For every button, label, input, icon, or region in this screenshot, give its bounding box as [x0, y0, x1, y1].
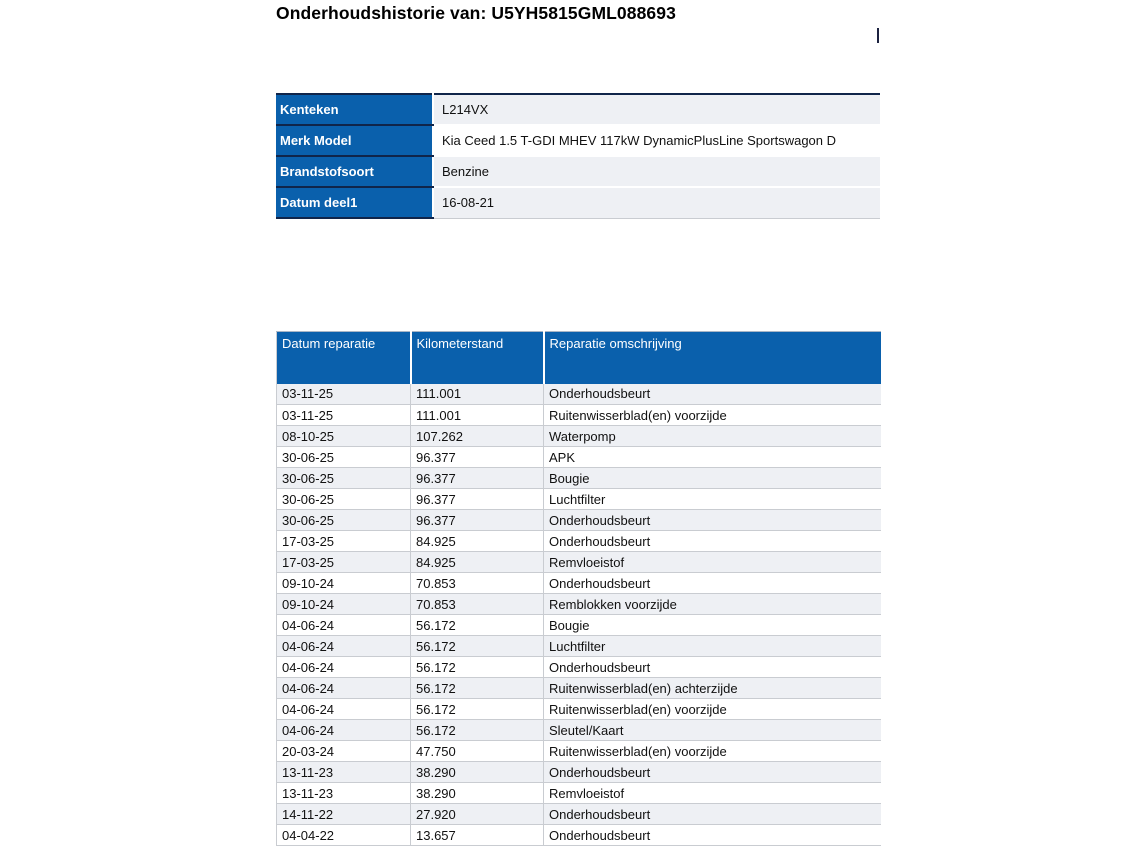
cell-reparatie-omschrijving: Onderhoudsbeurt [544, 573, 881, 594]
table-row [277, 804, 881, 825]
cell-reparatie-omschrijving: Onderhoudsbeurt [544, 804, 881, 825]
cell-datum-reparatie: 30-06-25 [277, 447, 411, 468]
table-row [277, 594, 881, 615]
cell-reparatie-omschrijving: Remvloeistof [544, 552, 881, 573]
info-value: L214VX [433, 94, 880, 125]
cell-kilometerstand: 96.377 [411, 510, 544, 531]
info-row [276, 94, 880, 125]
info-row [276, 187, 880, 218]
cell-kilometerstand: 111.001 [411, 384, 544, 405]
cell-kilometerstand: 56.172 [411, 720, 544, 741]
cell-reparatie-omschrijving: Ruitenwisserblad(en) voorzijde [544, 741, 881, 762]
cell-kilometerstand: 96.377 [411, 489, 544, 510]
cell-reparatie-omschrijving: Remvloeistof [544, 783, 881, 804]
cell-kilometerstand: 38.290 [411, 783, 544, 804]
info-label: Merk Model [276, 125, 433, 156]
cell-datum-reparatie: 04-06-24 [277, 699, 411, 720]
table-row [277, 405, 881, 426]
table-row [277, 825, 881, 846]
cell-kilometerstand: 13.657 [411, 825, 544, 846]
table-row [277, 468, 881, 489]
cell-datum-reparatie: 30-06-25 [277, 468, 411, 489]
vehicle-info-body [276, 94, 880, 218]
info-value: Kia Ceed 1.5 T-GDI MHEV 117kW DynamicPlusLine Sportswagon D [433, 125, 880, 156]
cell-kilometerstand: 70.853 [411, 594, 544, 615]
cell-datum-reparatie: 09-10-24 [277, 573, 411, 594]
clipped-text-fragment [877, 28, 879, 43]
cell-reparatie-omschrijving: Waterpomp [544, 426, 881, 447]
cell-datum-reparatie: 13-11-23 [277, 783, 411, 804]
info-label: Kenteken [276, 94, 433, 125]
cell-kilometerstand: 56.172 [411, 699, 544, 720]
vehicle-info-table [276, 93, 880, 219]
table-row [277, 615, 881, 636]
cell-kilometerstand: 38.290 [411, 762, 544, 783]
table-row [277, 762, 881, 783]
cell-reparatie-omschrijving: Luchtfilter [544, 489, 881, 510]
column-header-kilometerstand: Kilometerstand [411, 332, 544, 384]
table-row [277, 489, 881, 510]
cell-datum-reparatie: 09-10-24 [277, 594, 411, 615]
cell-kilometerstand: 56.172 [411, 615, 544, 636]
column-header-reparatie-omschrijving: Reparatie omschrijving [544, 332, 881, 384]
cell-datum-reparatie: 17-03-25 [277, 531, 411, 552]
cell-reparatie-omschrijving: Onderhoudsbeurt [544, 510, 881, 531]
history-body [277, 384, 881, 846]
table-row [277, 741, 881, 762]
cell-datum-reparatie: 08-10-25 [277, 426, 411, 447]
cell-datum-reparatie: 13-11-23 [277, 762, 411, 783]
cell-kilometerstand: 47.750 [411, 741, 544, 762]
cell-kilometerstand: 56.172 [411, 636, 544, 657]
cell-reparatie-omschrijving: Onderhoudsbeurt [544, 762, 881, 783]
cell-datum-reparatie: 17-03-25 [277, 552, 411, 573]
table-row [277, 384, 881, 405]
info-value: 16-08-21 [433, 187, 880, 218]
info-label: Brandstofsoort [276, 156, 433, 187]
table-row [277, 531, 881, 552]
table-row [277, 573, 881, 594]
table-row [277, 636, 881, 657]
cell-kilometerstand: 56.172 [411, 657, 544, 678]
info-row [276, 125, 880, 156]
cell-reparatie-omschrijving: Sleutel/Kaart [544, 720, 881, 741]
cell-reparatie-omschrijving: Onderhoudsbeurt [544, 531, 881, 552]
cell-kilometerstand: 56.172 [411, 678, 544, 699]
table-row [277, 783, 881, 804]
cell-kilometerstand: 27.920 [411, 804, 544, 825]
cell-kilometerstand: 70.853 [411, 573, 544, 594]
cell-kilometerstand: 107.262 [411, 426, 544, 447]
cell-reparatie-omschrijving: Onderhoudsbeurt [544, 384, 881, 405]
cell-reparatie-omschrijving: Ruitenwisserblad(en) voorzijde [544, 699, 881, 720]
cell-datum-reparatie: 04-06-24 [277, 720, 411, 741]
cell-datum-reparatie: 03-11-25 [277, 405, 411, 426]
cell-reparatie-omschrijving: Bougie [544, 468, 881, 489]
cell-reparatie-omschrijving: Onderhoudsbeurt [544, 825, 881, 846]
cell-datum-reparatie: 30-06-25 [277, 489, 411, 510]
cell-datum-reparatie: 30-06-25 [277, 510, 411, 531]
maintenance-history-table [276, 331, 881, 846]
info-label: Datum deel1 [276, 187, 433, 218]
cell-datum-reparatie: 04-06-24 [277, 678, 411, 699]
cell-kilometerstand: 84.925 [411, 531, 544, 552]
info-row [276, 156, 880, 187]
table-row [277, 657, 881, 678]
cell-reparatie-omschrijving: APK [544, 447, 881, 468]
cell-reparatie-omschrijving: Bougie [544, 615, 881, 636]
cell-reparatie-omschrijving: Remblokken voorzijde [544, 594, 881, 615]
table-row [277, 678, 881, 699]
cell-kilometerstand: 111.001 [411, 405, 544, 426]
cell-datum-reparatie: 04-06-24 [277, 615, 411, 636]
cell-kilometerstand: 84.925 [411, 552, 544, 573]
info-value: Benzine [433, 156, 880, 187]
cell-datum-reparatie: 04-06-24 [277, 657, 411, 678]
cell-datum-reparatie: 14-11-22 [277, 804, 411, 825]
cell-datum-reparatie: 04-06-24 [277, 636, 411, 657]
table-row [277, 720, 881, 741]
table-row [277, 510, 881, 531]
cell-reparatie-omschrijving: Ruitenwisserblad(en) achterzijde [544, 678, 881, 699]
cell-kilometerstand: 96.377 [411, 468, 544, 489]
history-table-header [277, 332, 881, 384]
cell-reparatie-omschrijving: Onderhoudsbeurt [544, 657, 881, 678]
cell-kilometerstand: 96.377 [411, 447, 544, 468]
cell-datum-reparatie: 03-11-25 [277, 384, 411, 405]
header-row [277, 332, 881, 384]
table-row [277, 552, 881, 573]
cell-reparatie-omschrijving: Luchtfilter [544, 636, 881, 657]
page-title: Onderhoudshistorie van: U5YH5815GML088693 [276, 3, 676, 23]
table-row [277, 426, 881, 447]
table-row [277, 699, 881, 720]
table-row [277, 447, 881, 468]
column-header-datum-reparatie: Datum reparatie [277, 332, 411, 384]
cell-datum-reparatie: 04-04-22 [277, 825, 411, 846]
cell-reparatie-omschrijving: Ruitenwisserblad(en) voorzijde [544, 405, 881, 426]
cell-datum-reparatie: 20-03-24 [277, 741, 411, 762]
